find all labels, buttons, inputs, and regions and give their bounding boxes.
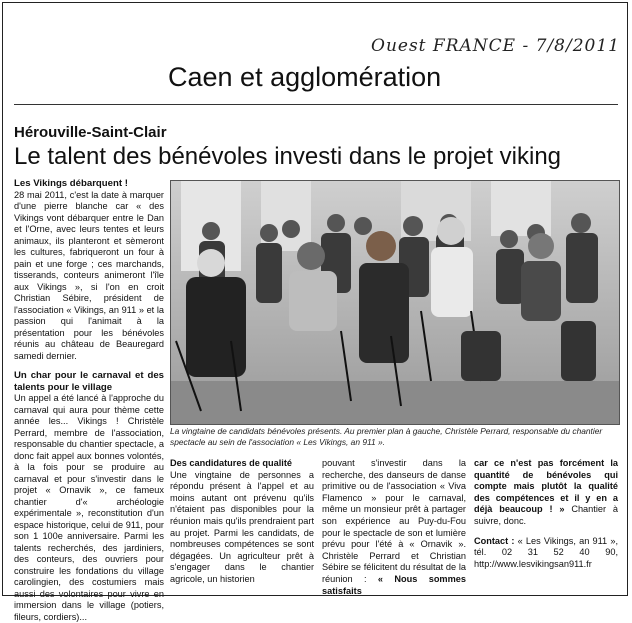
article-column-3 [322, 458, 466, 597]
article-headline: Le talent des bénévoles investi dans le projet viking [14, 143, 562, 170]
rubric-divider [14, 104, 618, 105]
contact-text: « Les Vikings, an 911 », tél. 02 31 52 40 90, http://www.lesvikingsan911.fr [474, 535, 619, 569]
subheading: Un char pour le carnaval et des talents pour le village [14, 370, 164, 393]
contact-label: Contact : [474, 535, 515, 546]
article-column-4 [474, 458, 618, 570]
article-column-1 [14, 178, 164, 623]
column-3-text: pouvant s'investir dans la recherche, des danseurs de danse primitive ou de l'association « Viva Flamenco » pour le carnaval, même un monsieur prêt à partager son expérience au Puy-du-Fou pour le spectacle de son et lumière prévu pour l'été à « Ornavik ». Christèle Perrard et Christian Sébire se félicitent du résultat de la réunion : [322, 458, 466, 584]
article-column-2 [170, 458, 314, 586]
column-4-quote: car ce n'est pas forcément la quantité de bénévoles qui compte mais plutôt la qualité des compétences et il y en a déjà beaucoup ! » [474, 458, 618, 515]
section-rubric: Caen et agglomération [168, 62, 442, 92]
column-3-quote-start: « Nous sommes satisfaits [322, 573, 466, 596]
subheading-quality: Des candidatures de qualité [170, 458, 293, 468]
column-4-tail: Chantier à suivre, donc. [474, 504, 618, 526]
paragraph-1: 28 mai 2011, c'est la date à marquer d'une pierre blanche car « des Vikings vont débarquer entre le Dan et l'Orne, avec leurs tentes et leurs animaux, ils planteront et sèmeront les cultures, fabriqueront un four à pain et une forge ; ces marchands, tisserands, conteurs animeront l'île aux Vikings », si l'on en croit Christian Sébire, président de l'association « Vikings, an 911 » et la passion qui l'animait à la présentation pour les bénévoles réunis au château de Beauregard samedi dernier. [14, 189, 164, 361]
place-name: Hérouville-Saint-Clair [14, 124, 167, 141]
photo-caption: La vingtaine de candidats bénévoles présents. Au premier plan à gauche, Christèle Perrard, responsable du chantier spectacle au sein de l'association « Les Vikings, an 911 ». [170, 426, 603, 447]
article-photo [170, 180, 620, 425]
photo-illustration [171, 181, 619, 424]
handwritten-source-stamp: Ouest FRANCE - 7/8/2011 [371, 36, 620, 56]
kicker: Les Vikings débarquent ! [14, 178, 128, 189]
paragraph-2: Un appel a été lancé à l'approche du carnaval qui aura pour thème cette année les... Vikings ! Christèle Perrard, membre de l'association, responsable du chantier spectacle, a donc fait appel aux bonnes volontés, à la fois pour se produire au carnaval et pour s'investir dans le projet « Ornavik », ce fameux chantier d'« archéologie expérimentale », reconstitution d'un espace historique, celui de 911, pour son 1 100e anniversaire. Parmi les talents recherchés, des jardiniers, des conteurs, des ouvriers pour construire les fondations du village carolingien, des costumiers mais aussi des volontaires pour vivre en immersion dans le village (potiers, fileurs, cordiers)... [14, 393, 164, 622]
column-2-text: Une vingtaine de personnes a répondu présent à l'appel et au moins autant ont prévenu qu'ils n'étaient pas disponibles pour la réunion mais qu'ils prendraient part au projet. Parmi les candidats, de nombreuses compétences se sont dégagées. Un agriculteur prêt à s'engager dans le chantier agricole, un historien [170, 469, 314, 584]
